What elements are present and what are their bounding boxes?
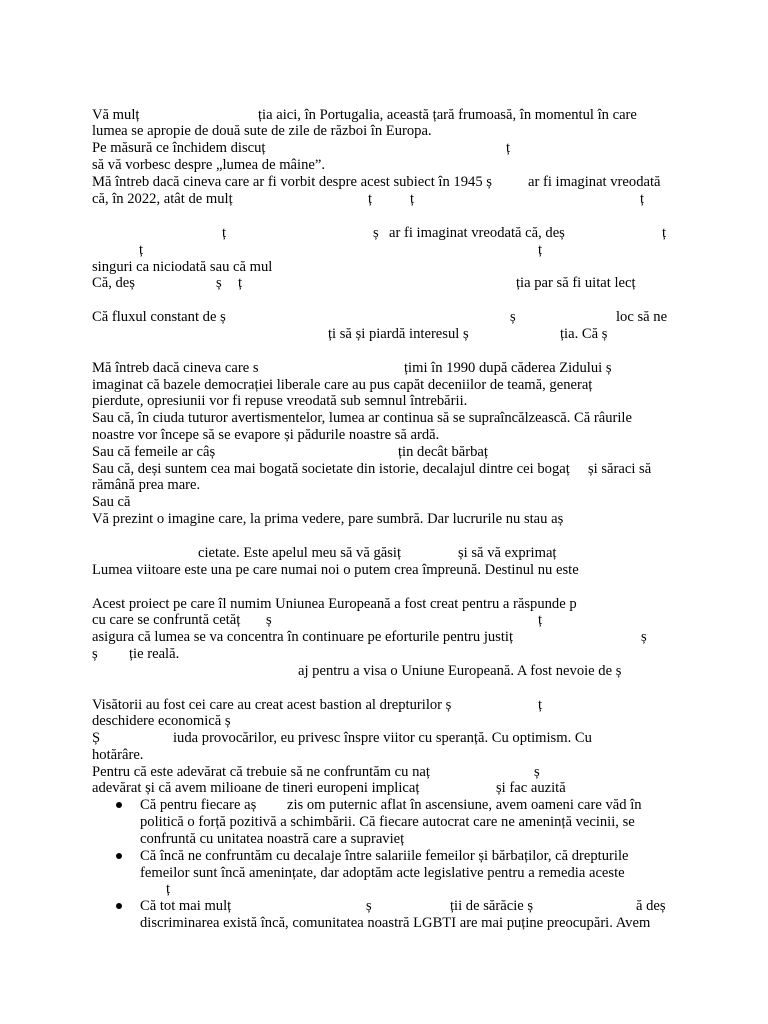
text-segment: ț [166,881,171,897]
text-segment: Vă prezint o imagine care, la prima vedere, pare sumbră. Dar lucrurile nu stau aș [92,511,564,527]
text-segment: Acest proiect pe care îl numim Uniunea Europeană a fost creat pentru a răspunde p [92,596,577,612]
text-segment: discriminarea există încă, comunitatea noastră LGBTI are mai puține preocupări. Avem [140,915,651,931]
text-line [92,729,676,747]
text-line [92,712,676,730]
text-segment: să vă vorbesc despre „lumea de mâine”. [92,157,325,173]
list-item-line [140,830,676,848]
text-segment: Că pentru fiecare aș [140,797,257,813]
text-segment: ț [538,242,543,258]
text-line [92,173,676,191]
text-segment: Sau că [92,494,131,510]
text-line [92,190,676,208]
list-item-line [140,897,676,915]
text-segment: Mă întreb dacă cineva care s [92,360,259,376]
text-line [92,779,676,797]
text-segment: Mă întreb dacă cineva care ar fi vorbit despre acest subiect în 1945 ș [92,174,492,190]
text-line [92,611,676,629]
text-line [92,746,676,764]
text-segment: ția. Că ș [560,326,608,342]
text-segment: pierdute, opresiunii vor fi repuse vreodată sub semnul întrebării. [92,393,468,409]
bullet-icon [116,796,126,814]
text-segment: ș [216,275,222,291]
text-segment: ț [662,225,667,241]
text-line [92,241,676,259]
text-line [92,628,676,646]
text-segment: Pentru că este adevărat că trebuie să ne confruntăm cu naț [92,764,430,780]
text-segment: ț [368,191,373,207]
text-segment: ț [506,140,511,156]
text-segment: Că încă ne confruntăm cu decalaje între salariile femeilor și bărbaților, că drepturile [140,848,629,864]
text-line [92,392,676,410]
text-line [92,156,676,174]
text-segment: Că fluxul constant de ș [92,309,226,325]
list-item-line [140,880,676,898]
list-item-line [140,914,676,932]
text-segment: Sau că, în ciuda tuturor avertismentelor, lumea ar continua să se supraîncălzească. Că râurile [92,410,632,426]
text-line [92,662,676,680]
text-line [92,325,676,343]
text-segment: ș [373,225,379,241]
text-segment: Visătorii au fost cei care au creat acest bastion al drepturilor ș [92,697,452,713]
text-segment: și săraci să [588,461,652,477]
text-segment: ar fi imaginat vreodată că, deș [389,225,565,241]
text-line [92,359,676,377]
text-segment: ț [222,225,227,241]
text-segment: cu care se confruntă cetăț [92,612,241,628]
text-line [92,426,676,444]
text-line [92,544,676,562]
text-segment: ș [510,309,516,325]
text-line [92,409,676,427]
text-segment: ț [538,612,543,628]
text-segment: loc să ne [616,309,668,325]
list-item-line [140,796,676,814]
list-item-line [140,847,676,865]
text-segment: rămână prea mare. [92,477,201,493]
text-segment: Sau că, deși suntem cea mai bogată societate din istorie, decalajul dintre cei bogaț [92,461,570,477]
text-line [92,122,676,140]
text-segment: țimi în 1990 după căderea Zidului ș [404,360,612,376]
text-segment: iuda provocărilor, eu privesc înspre viitor cu speranță. Cu optimism. Cu [173,730,592,746]
text-segment: lumea se apropie de două sute de zile de război în Europa. [92,123,432,139]
text-segment: zis om puternic aflat în ascensiune, avem oameni care văd în [287,797,642,813]
text-line [92,510,676,528]
text-segment: ș [534,764,540,780]
text-segment: confruntă cu unitatea noastră care a supravieț [140,831,405,847]
text-segment: ț [238,275,243,291]
text-line [92,224,676,242]
text-line [92,443,676,461]
text-segment: țin decât bărbaț [398,444,488,460]
bullet-icon [116,897,126,915]
text-segment: ția aici, în Portugalia, această țară frumoasă, în momentul în care [258,107,637,123]
text-segment: hotărâre. [92,747,144,763]
text-line [92,274,676,292]
text-line [92,308,676,326]
text-segment: Pe măsură ce închidem discuț [92,140,266,156]
text-segment: ș [266,612,272,628]
text-segment: și să vă exprimaț [458,545,557,561]
text-segment: Vă mulț [92,107,140,123]
text-segment: adevărat și că avem milioane de tineri europeni implicaț [92,780,420,796]
text-segment: și fac auzită [496,780,566,796]
text-segment: ș [641,629,647,645]
text-segment: deschidere economică ș [92,713,231,729]
text-segment: Că, deș [92,275,135,291]
text-segment: singuri ca niciodată sau că mul [92,259,273,275]
text-segment: ar fi imaginat vreodată [528,174,661,190]
text-segment: Lumea viitoare este una pe care numai noi o putem crea împreună. Destinul nu este [92,562,579,578]
text-segment: ș [366,898,372,914]
text-segment: că, în 2022, atât de mulț [92,191,233,207]
bullet-icon [116,847,126,865]
text-segment: femeilor sunt încă amenințate, dar adoptăm acte legislative pentru a remedia aceste [140,865,625,881]
text-segment: ț [538,697,543,713]
text-segment: cietate. Este apelul meu să vă găsiț [198,545,402,561]
text-line [92,476,676,494]
list-item-line [140,813,676,831]
text-line [92,139,676,157]
text-segment: Sau că femeile ar câș [92,444,216,460]
text-segment: ț [410,191,415,207]
text-segment: ț [640,191,645,207]
text-line [92,561,676,579]
text-segment: asigura că lumea se va concentra în continuare pe eforturile pentru justiț [92,629,514,645]
text-line [92,645,676,663]
text-segment: ș [92,646,98,662]
text-segment: ți să și piardă interesul ș [328,326,469,342]
text-segment: Ș [92,730,101,746]
text-segment: Că tot mai mulț [140,898,232,914]
text-segment: imaginat că bazele democrației liberale care au pus capăt deceniilor de teamă, generaț [92,377,593,393]
text-segment: politică o forță pozitivă a schimbării. Că fiecare autocrat care ne amenință vecinii, se [140,814,635,830]
text-segment: ție reală. [129,646,180,662]
text-segment: ții de sărăcie ș [450,898,534,914]
text-segment: noastre vor începe să se evapore și pădurile noastre să ardă. [92,427,440,443]
text-segment: ă deș [636,898,666,914]
text-segment: ț [139,242,144,258]
text-segment: aj pentru a visa o Uniune Europeană. A fost nevoie de ș [298,663,622,679]
text-segment: ția par să fi uitat lecț [516,275,636,291]
text-line [92,493,676,511]
